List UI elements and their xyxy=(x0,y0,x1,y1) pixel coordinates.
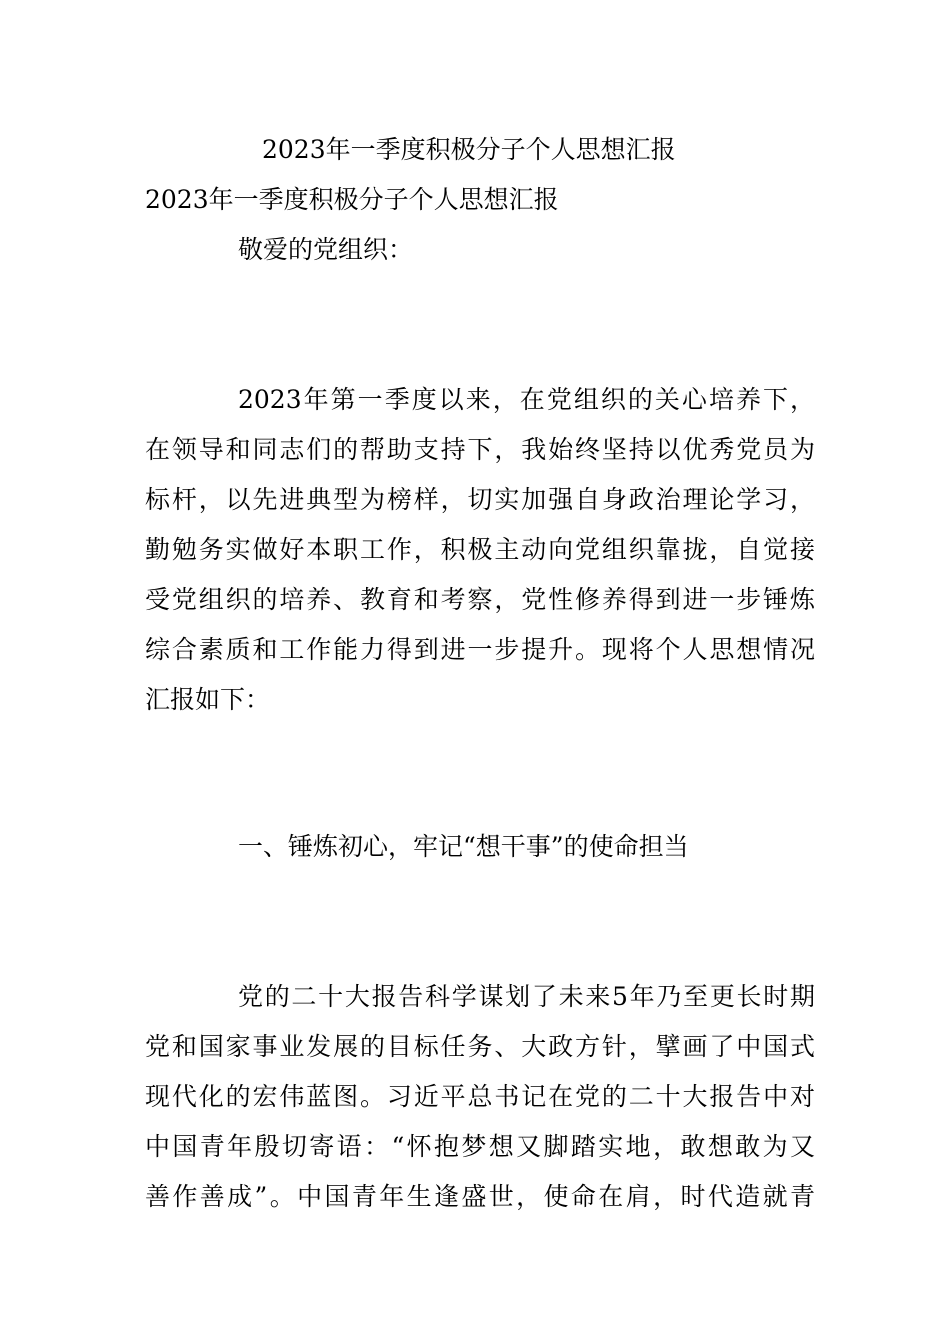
paragraph-1-line-2: 在领导和同志们的帮助支持下，我始终坚持以优秀党员为 xyxy=(145,435,815,464)
document-title: 2023年一季度积极分子个人思想汇报 xyxy=(262,135,676,164)
paragraph-2-line-1: 党的二十大报告科学谋划了未来5年乃至更长时期 xyxy=(238,982,815,1011)
section-1-heading: 一、锤炼初心，牢记“想干事”的使命担当 xyxy=(238,832,689,861)
paragraph-2-line-4: 中国青年殷切寄语：“怀抱梦想又脚踏实地，敢想敢为又 xyxy=(145,1132,815,1161)
paragraph-1-line-6: 综合素质和工作能力得到进一步提升。现将个人思想情况 xyxy=(145,635,815,664)
paragraph-1-line-7: 汇报如下： xyxy=(145,685,271,714)
salutation: 敬爱的党组织： xyxy=(238,235,414,264)
paragraph-1-line-4: 勤勉务实做好本职工作，积极主动向党组织靠拢，自觉接 xyxy=(145,535,815,564)
paragraph-2-line-2: 党和国家事业发展的目标任务、大政方针，擘画了中国式 xyxy=(145,1032,815,1061)
paragraph-2-line-3: 现代化的宏伟蓝图。习近平总书记在党的二十大报告中对 xyxy=(145,1082,815,1111)
document-subtitle: 2023年一季度积极分子个人思想汇报 xyxy=(145,185,559,214)
paragraph-1-line-5: 受党组织的培养、教育和考察，党性修养得到进一步锤炼 xyxy=(145,585,815,614)
paragraph-1-line-3: 标杆，以先进典型为榜样，切实加强自身政治理论学习， xyxy=(145,485,815,514)
paragraph-1-line-1: 2023年第一季度以来，在党组织的关心培养下， xyxy=(238,385,815,414)
paragraph-2-line-5: 善作善成”。中国青年生逢盛世，使命在肩，时代造就青 xyxy=(145,1182,815,1211)
